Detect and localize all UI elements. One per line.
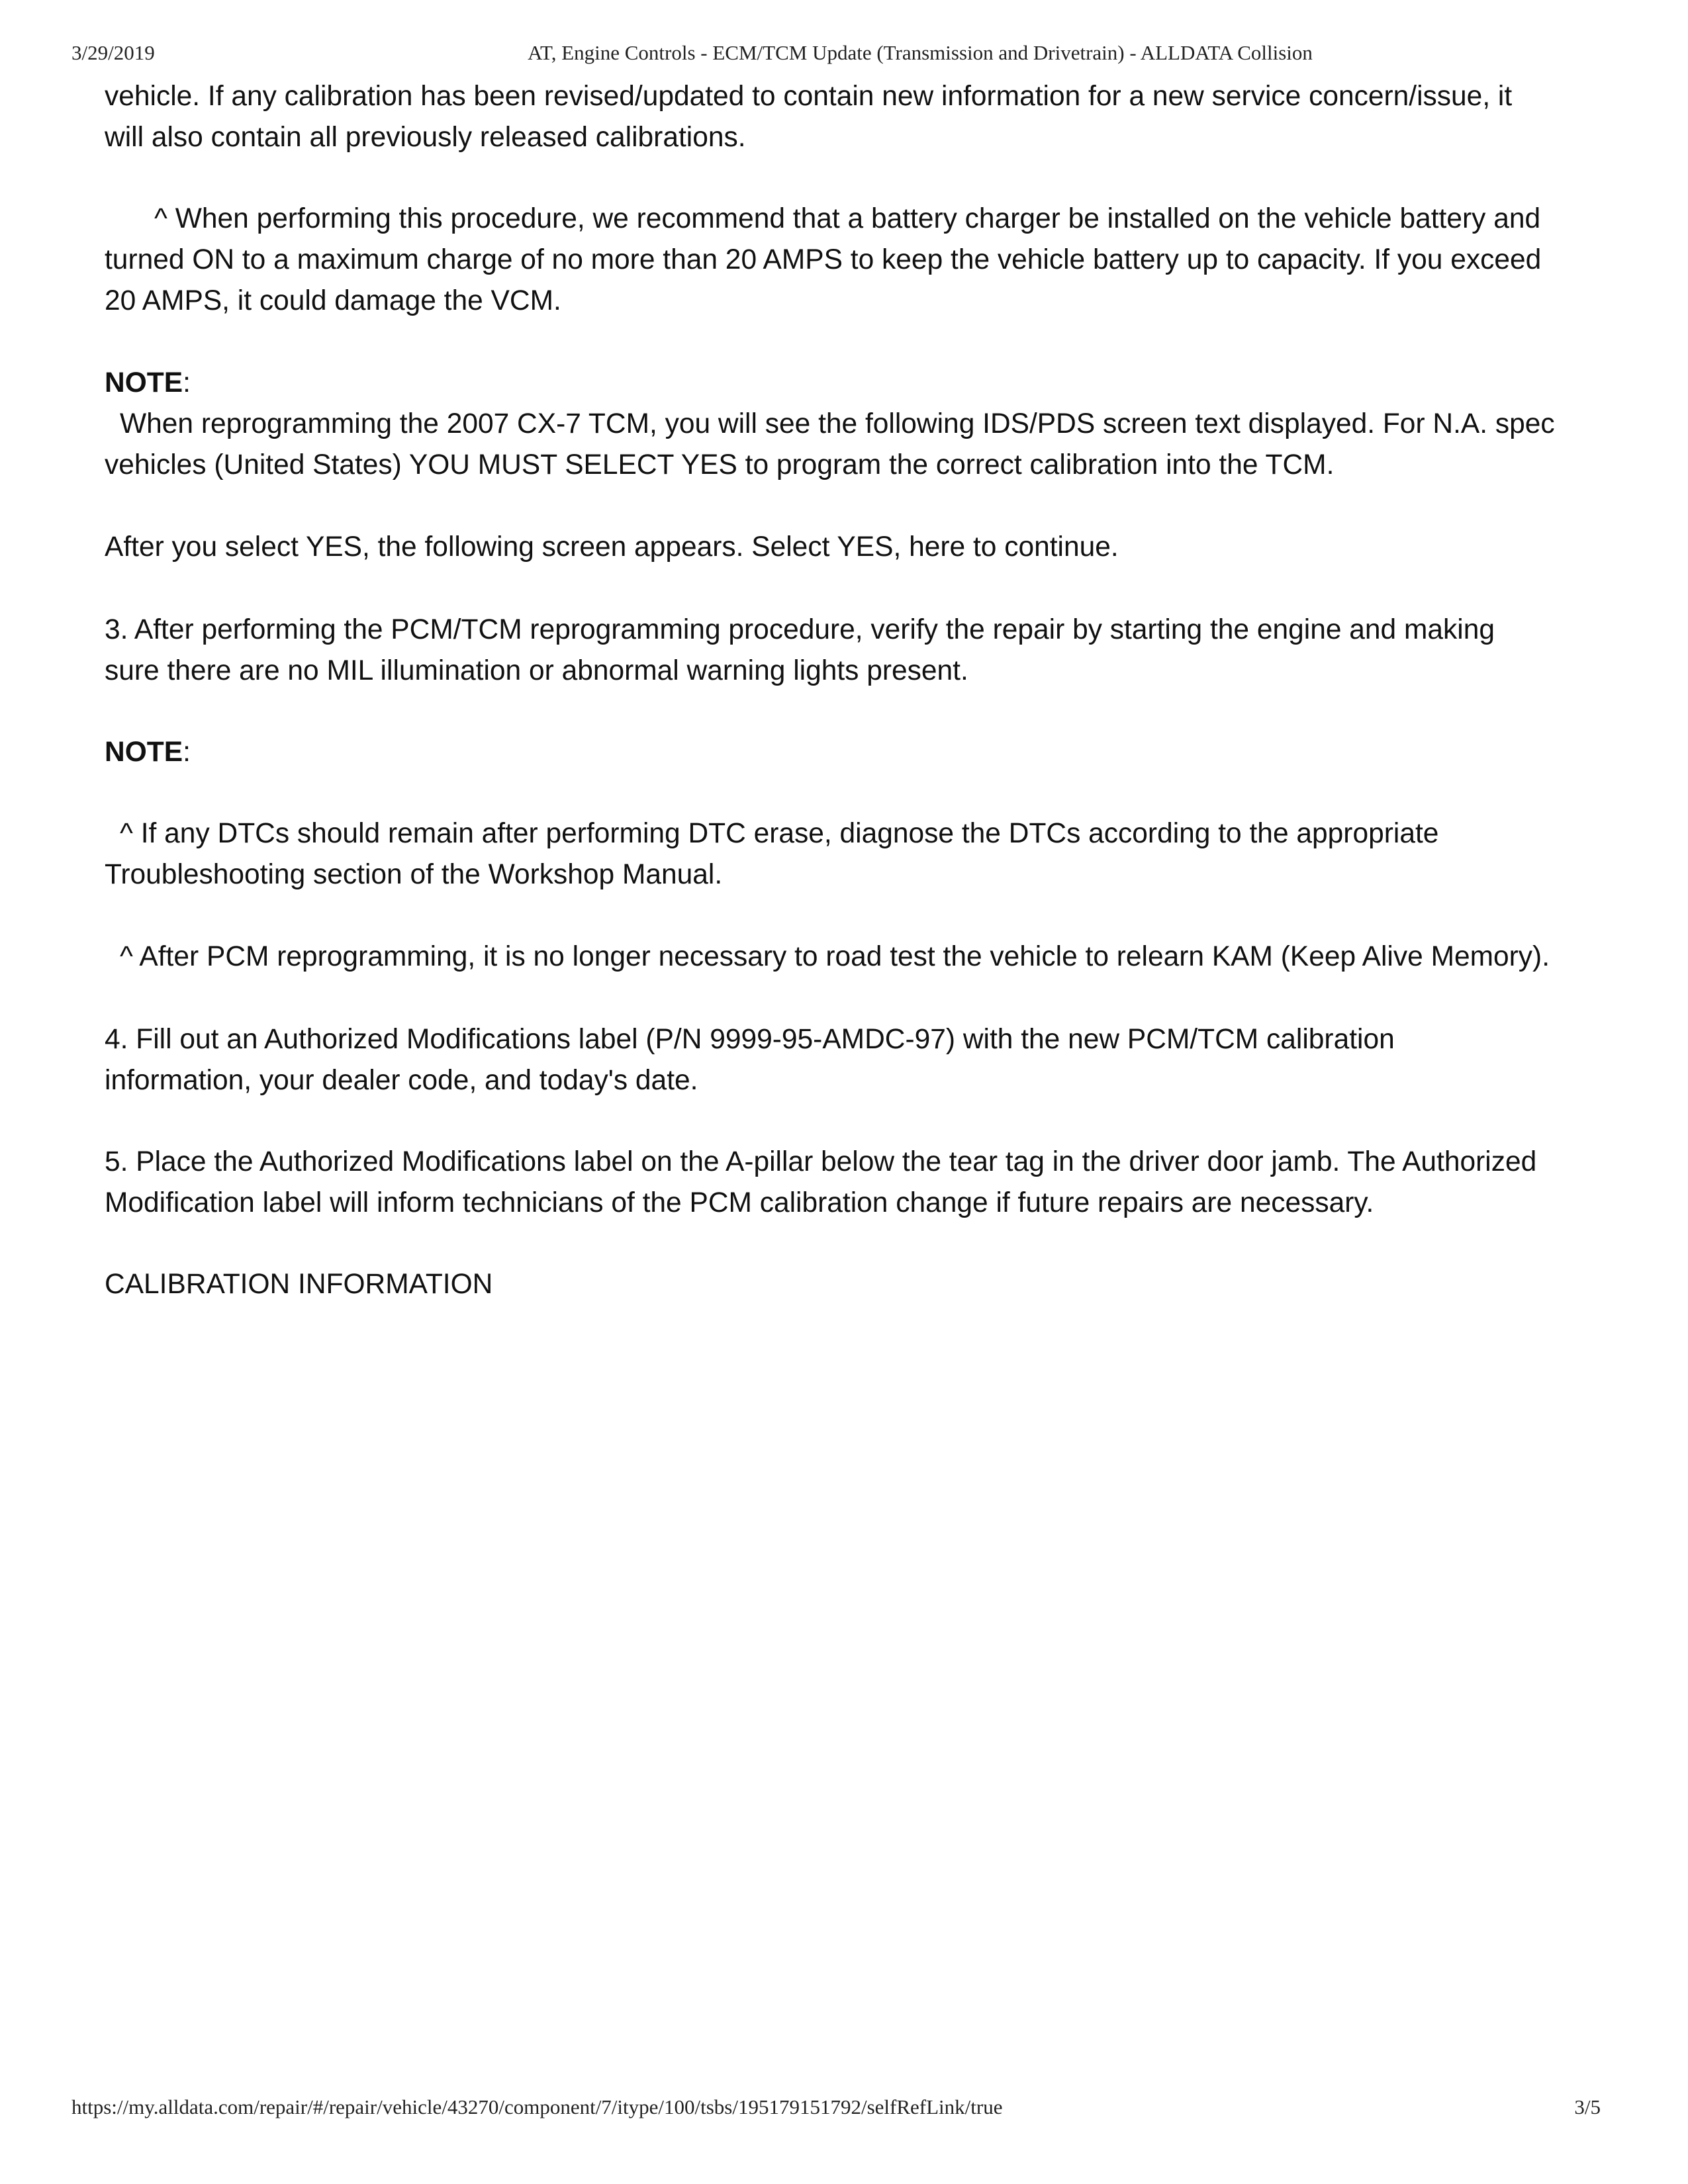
page-title: AT, Engine Controls - ECM/TCM Update (Transmission and Drivetrain) - ALLDATA Collision bbox=[528, 41, 1313, 64]
step-5 bbox=[105, 1142, 1536, 1224]
text-line: ^ After PCM reprogramming, it is no longer necessary to road test the vehicle to relearn KAM (Keep Alive Memory). bbox=[120, 941, 1550, 972]
text-line: turned ON to a maximum charge of no more than 20 AMPS to keep the vehicle battery up to capacity. If you exceed bbox=[105, 244, 1542, 275]
text-line: ^ If any DTCs should remain after performing DTC erase, diagnose the DTCs according to the appropriate bbox=[120, 818, 1439, 849]
paragraph-calibration-note bbox=[105, 76, 1512, 158]
colon: : bbox=[183, 367, 191, 398]
calibration-information-heading bbox=[105, 1264, 492, 1305]
text-line: 5. Place the Authorized Modifications label on the A-pillar below the tear tag in the driver door jamb. The Authorized bbox=[105, 1146, 1537, 1177]
text-line: information, your dealer code, and today's date. bbox=[105, 1065, 698, 1096]
page-number: 3/5 bbox=[1574, 2095, 1601, 2118]
text-line: vehicles (United States) YOU MUST SELECT YES to program the correct calibration into the TCM. bbox=[105, 449, 1335, 480]
note-label: NOTE bbox=[105, 367, 183, 398]
text-line: will also contain all previously released calibrations. bbox=[105, 122, 746, 153]
note-heading-2 bbox=[105, 732, 191, 773]
paragraph-kam bbox=[105, 936, 1550, 978]
step-3 bbox=[105, 610, 1495, 692]
text-line: 4. Fill out an Authorized Modifications label (P/N 9999-95-AMDC-97) with the new PCM/TCM calibration bbox=[105, 1024, 1395, 1055]
text-line: After you select YES, the following screen appears. Select YES, here to continue. bbox=[105, 531, 1119, 563]
text-line: vehicle. If any calibration has been revised/updated to contain new information for a new service concern/issue, it bbox=[105, 81, 1513, 112]
step-4 bbox=[105, 1019, 1395, 1101]
colon: : bbox=[183, 737, 191, 768]
text-line: CALIBRATION INFORMATION bbox=[105, 1269, 493, 1300]
text-line: sure there are no MIL illumination or abnormal warning lights present. bbox=[105, 655, 968, 686]
note-heading-1 bbox=[105, 363, 191, 404]
text-line: When reprogramming the 2007 CX-7 TCM, you will see the following IDS/PDS screen text displayed. For N.A. spec bbox=[120, 408, 1555, 439]
print-date: 3/29/2019 bbox=[71, 41, 155, 64]
note-label: NOTE bbox=[105, 737, 183, 768]
paragraph-tcm-reprogramming bbox=[105, 404, 1555, 486]
paragraph-select-yes bbox=[105, 527, 1119, 568]
paragraph-battery-charger bbox=[105, 199, 1541, 322]
text-line: Troubleshooting section of the Workshop Manual. bbox=[105, 859, 723, 890]
text-line: Modification label will inform technicians of the PCM calibration change if future repairs are necessary. bbox=[105, 1187, 1374, 1218]
paragraph-dtc-remain bbox=[105, 813, 1438, 895]
text-line: 3. After performing the PCM/TCM reprogramming procedure, verify the repair by starting the engine and making bbox=[105, 614, 1495, 645]
text-line: 20 AMPS, it could damage the VCM. bbox=[105, 285, 561, 316]
text-line: ^ When performing this procedure, we recommend that a battery charger be installed on the vehicle battery and bbox=[154, 203, 1541, 234]
footer-url: https://my.alldata.com/repair/#/repair/vehicle/43270/component/7/itype/100/tsbs/195179151792/selfRefLink/true bbox=[71, 2095, 1003, 2118]
